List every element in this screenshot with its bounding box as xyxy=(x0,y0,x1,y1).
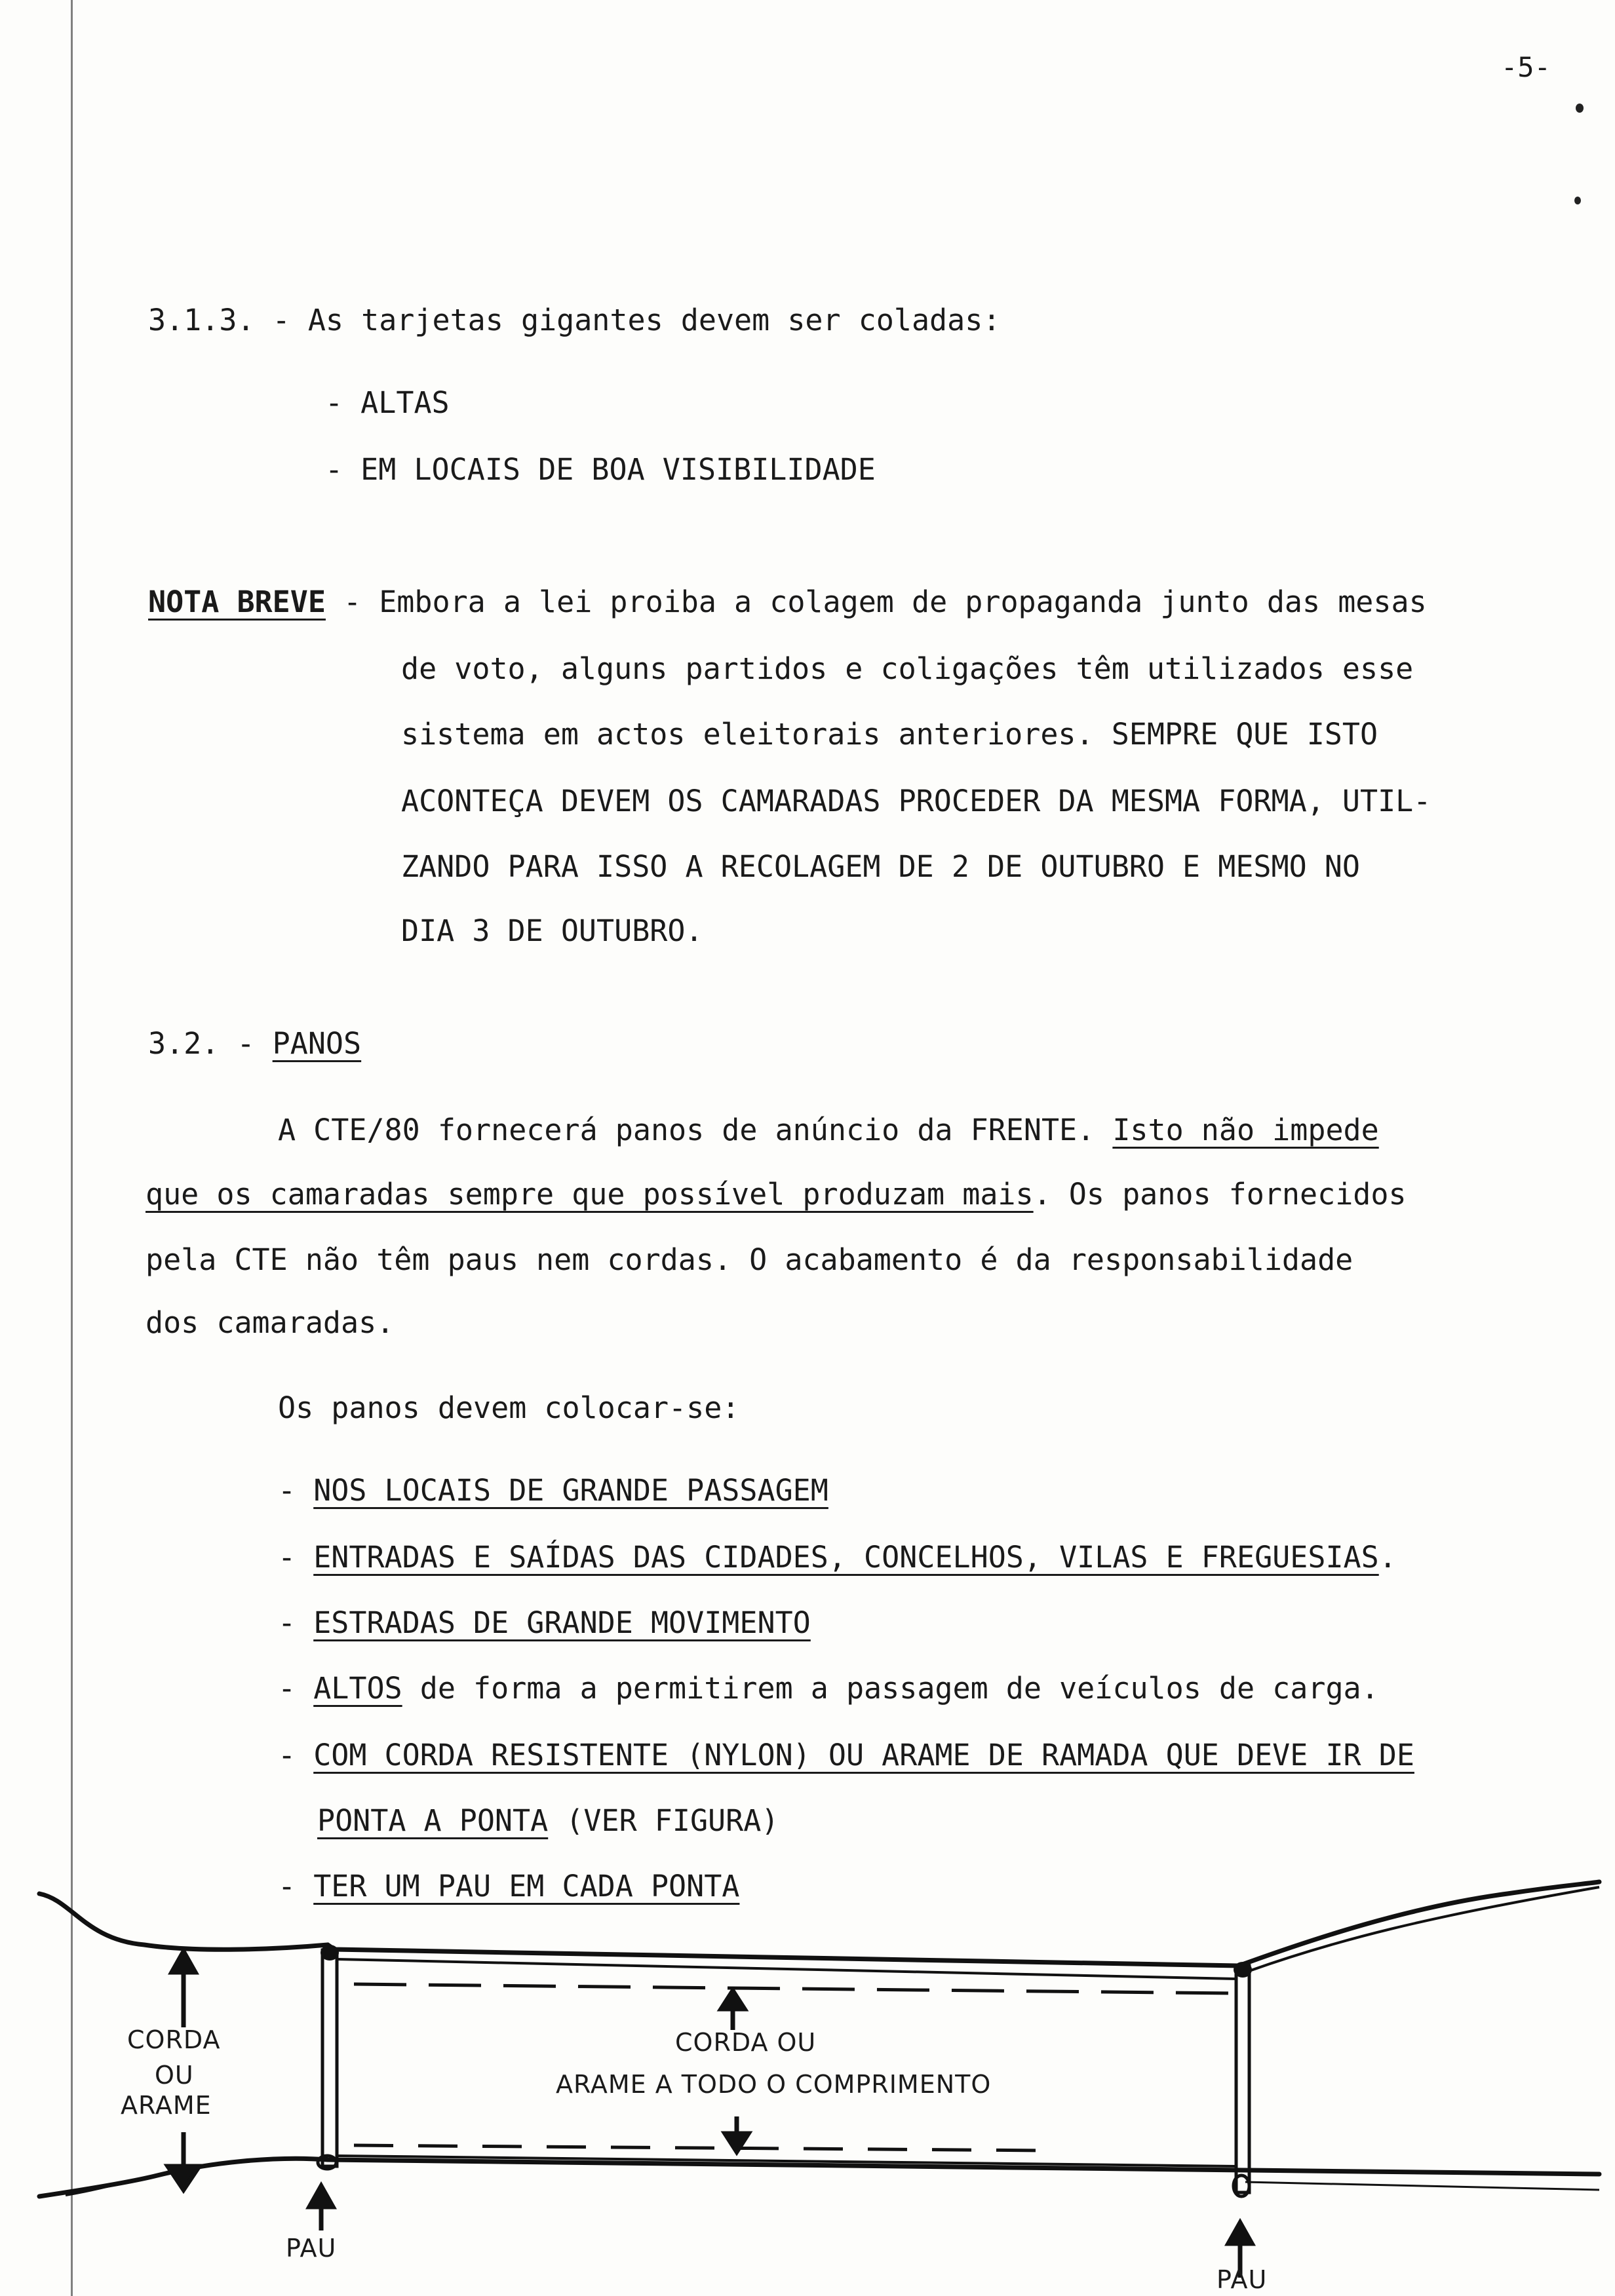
nota-breve-line: DIA 3 DE OUTUBRO. xyxy=(401,913,703,948)
ground-line-top xyxy=(39,1882,1599,1966)
list-item: - ALTAS xyxy=(325,385,450,420)
paragraph-line: A CTE/80 fornecerá panos de anúncio da FRENTE. Isto não impede xyxy=(278,1113,1379,1147)
nota-breve-line: - Embora a lei proiba a colagem de propaganda junto das mesas xyxy=(325,584,1427,619)
list-item: - TER UM PAU EM CADA PONTA xyxy=(278,1869,740,1904)
pole-right-top xyxy=(1234,1962,1252,1978)
nota-breve-line: ZANDO PARA ISSO A RECOLAGEM DE 2 DE OUTUBRO E MESMO NO xyxy=(401,849,1360,884)
figure-label-center-1: CORDA OU xyxy=(675,2028,817,2057)
rope-top-dashed xyxy=(354,1984,1232,1993)
nota-breve-line: sistema em actos eleitorais anteriores. SEMPRE QUE ISTO xyxy=(401,717,1378,752)
rope-bottom-dashed xyxy=(354,2145,1049,2151)
paragraph-line: Os panos devem colocar-se: xyxy=(278,1390,740,1425)
arrow-up-center xyxy=(721,1991,745,2030)
pole-right xyxy=(1236,1966,1249,2192)
figure-label-ou: OU xyxy=(155,2061,194,2090)
list-item: - EM LOCAIS DE BOA VISIBILIDADE xyxy=(325,452,876,487)
nota-breve-line: ACONTEÇA DEVEM OS CAMARADAS PROCEDER DA MESMA FORMA, UTIL- xyxy=(401,784,1431,818)
page-number: -5- xyxy=(1501,51,1551,83)
list-item: - ESTRADAS DE GRANDE MOVIMENTO xyxy=(278,1605,811,1640)
section-title: PANOS xyxy=(272,1026,362,1061)
figure-label-arame: ARAME xyxy=(121,2091,212,2120)
nota-breve-line: de voto, alguns partidos e coligações têm utilizados esse xyxy=(401,651,1414,686)
nota-breve-label: NOTA BREVE xyxy=(148,584,326,619)
arrow-up-left-top xyxy=(172,1951,195,2027)
figure-label-center-2: ARAME A TODO O COMPRIMENTO xyxy=(556,2070,992,2099)
list-item: - ENTRADAS E SAÍDAS DAS CIDADES, CONCELHOS, VILAS E FREGUESIAS. xyxy=(278,1540,1397,1575)
paragraph-line: pela CTE não têm paus nem cordas. O acabamento é da responsabilidade xyxy=(146,1242,1353,1277)
paragraph-line: dos camaradas. xyxy=(146,1305,395,1340)
arrow-down-center xyxy=(725,2116,749,2152)
pole-left xyxy=(322,1950,337,2166)
punch-mark xyxy=(1576,104,1584,113)
list-item: - COM CORDA RESISTENTE (NYLON) OU ARAME DE RAMADA QUE DEVE IR DE xyxy=(278,1738,1414,1772)
pole-left-top xyxy=(321,1945,339,1961)
arrow-down-left-bottom xyxy=(168,2132,199,2190)
figure-label-pau-left: PAU xyxy=(286,2234,337,2263)
figure-label-corda: CORDA xyxy=(127,2025,221,2054)
nota-breve-paragraph xyxy=(148,584,1427,619)
list-item-continuation: PONTA A PONTA (VER FIGURA) xyxy=(317,1803,779,1838)
list-item: - ALTOS de forma a permitirem a passagem de veículos de carga. xyxy=(278,1671,1379,1706)
arrow-up-pau-left xyxy=(309,2186,333,2230)
section-3-2-heading: 3.2. - PANOS xyxy=(148,1026,362,1061)
ground-line-top-2 xyxy=(1245,1887,1599,1972)
paragraph-line: que os camaradas sempre que possível produzam mais. Os panos fornecidos xyxy=(146,1177,1407,1212)
punch-mark xyxy=(1574,197,1581,204)
figure-label-pau-right: PAU xyxy=(1216,2265,1268,2294)
ground-line-bottom xyxy=(39,2158,1599,2196)
ground-line-bottom-2 xyxy=(1245,2182,1599,2190)
list-item: - NOS LOCAIS DE GRANDE PASSAGEM xyxy=(278,1473,828,1508)
ground-scribble xyxy=(66,2177,151,2195)
section-3-1-3-heading: 3.1.3. - As tarjetas gigantes devem ser coladas: xyxy=(148,303,1001,337)
